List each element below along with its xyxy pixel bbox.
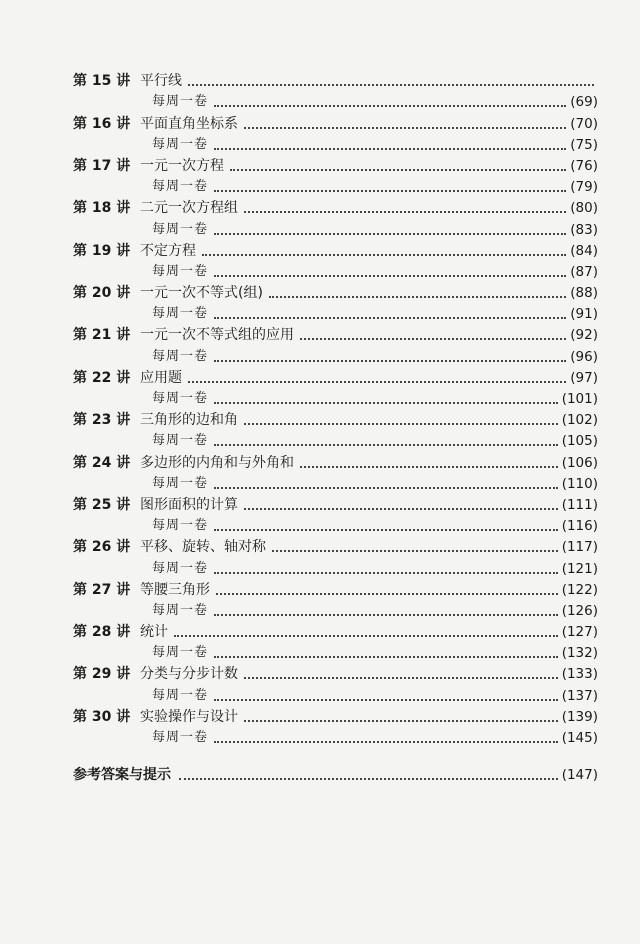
dot-leader xyxy=(214,655,558,658)
chapter-title: 统计 xyxy=(140,624,168,641)
dot-leader xyxy=(188,83,594,86)
toc-chapter-entry xyxy=(73,407,598,428)
dot-leader xyxy=(300,337,566,340)
chapter-title: 平移、旋转、轴对称 xyxy=(140,539,266,556)
toc-sub-title: 每周一卷 xyxy=(152,136,209,152)
chapter-title: 不定方程 xyxy=(140,242,196,259)
page-number: (79) xyxy=(570,179,598,196)
toc-sub-title: 每周一卷 xyxy=(152,263,209,279)
toc-sub-title: 每周一卷 xyxy=(152,391,209,406)
page-number: (97) xyxy=(570,369,598,386)
toc-sub-entry xyxy=(73,471,598,492)
chapter-number: 第 19 讲 xyxy=(73,242,131,259)
dot-leader xyxy=(174,634,558,637)
page-number: (76) xyxy=(570,157,598,174)
dot-leader xyxy=(179,777,558,780)
dot-leader xyxy=(230,168,566,171)
dot-leader xyxy=(214,528,558,531)
toc-sub-entry xyxy=(73,216,598,237)
toc-sub-entry xyxy=(73,343,598,364)
toc-sub-entry xyxy=(73,259,598,280)
toc-sub-title: 每周一卷 xyxy=(152,94,209,110)
chapter-number: 第 20 讲 xyxy=(73,285,131,302)
dot-leader xyxy=(244,507,558,510)
dot-leader xyxy=(214,571,558,574)
dot-leader xyxy=(300,465,558,468)
dot-leader xyxy=(202,253,566,256)
page-number: (147) xyxy=(561,767,598,784)
dot-leader xyxy=(269,295,566,298)
dot-leader xyxy=(214,147,566,150)
page-number: (69) xyxy=(570,94,598,111)
chapter-number: 第 28 讲 xyxy=(73,624,131,641)
toc-sub-entry xyxy=(73,640,598,661)
toc-sub-title: 每周一卷 xyxy=(152,560,209,576)
chapter-number: 第 18 讲 xyxy=(73,200,131,217)
chapter-number: 第 27 讲 xyxy=(73,581,131,598)
toc-chapter-entry xyxy=(73,153,598,174)
toc-sub-title: 每周一卷 xyxy=(152,221,209,237)
toc-sub-entry xyxy=(73,89,598,110)
dot-leader xyxy=(244,210,566,213)
dot-leader xyxy=(214,740,558,743)
toc-sub-title: 每周一卷 xyxy=(152,602,209,618)
page-number: (126) xyxy=(561,602,598,619)
chapter-number: 第 21 讲 xyxy=(73,327,131,344)
chapter-number: 第 23 讲 xyxy=(73,412,131,429)
toc-chapter-entry xyxy=(73,322,598,343)
toc-sub-title: 每周一卷 xyxy=(152,179,209,195)
dot-leader xyxy=(244,126,566,129)
dot-leader xyxy=(214,104,566,107)
page-number: (110) xyxy=(561,475,598,492)
page-number: (70) xyxy=(570,115,598,132)
toc-sub-entry xyxy=(73,725,598,746)
toc-sub-title: 每周一卷 xyxy=(152,730,209,745)
page-number: (121) xyxy=(561,560,598,577)
dot-leader xyxy=(244,719,558,722)
page-number: (80) xyxy=(570,200,598,217)
chapter-number: 第 30 讲 xyxy=(73,708,131,725)
toc-chapter-entry xyxy=(73,110,598,131)
dot-leader xyxy=(216,592,558,595)
toc-chapter-entry xyxy=(73,704,598,725)
chapter-title: 一元一次不等式组的应用 xyxy=(140,327,294,344)
page-number: (102) xyxy=(561,412,598,429)
page-number: (92) xyxy=(570,327,598,344)
page-number: (117) xyxy=(561,539,598,556)
dot-leader xyxy=(214,401,558,404)
page-number: (83) xyxy=(570,221,598,238)
dot-leader xyxy=(214,189,566,192)
toc-sub-entry xyxy=(73,132,598,153)
chapter-title: 平行线 xyxy=(140,73,182,90)
dot-leader xyxy=(272,549,558,552)
page-number: (96) xyxy=(570,348,598,365)
chapter-number: 第 16 讲 xyxy=(73,115,131,132)
answers-title: 参考答案与提示 xyxy=(73,767,171,784)
chapter-number: 第 24 讲 xyxy=(73,454,131,471)
chapter-title: 一元一次方程 xyxy=(140,157,224,174)
dot-leader xyxy=(214,274,566,277)
toc-sub-title: 每周一卷 xyxy=(152,348,209,364)
chapter-number: 第 17 讲 xyxy=(73,157,131,174)
dot-leader xyxy=(214,232,566,235)
page-number: (139) xyxy=(561,708,598,725)
toc-sub-entry xyxy=(73,598,598,619)
page-number: (132) xyxy=(561,645,598,662)
dot-leader xyxy=(214,443,558,446)
dot-leader xyxy=(214,613,558,616)
dot-leader xyxy=(188,380,566,383)
page-number: (106) xyxy=(561,454,598,471)
dot-leader xyxy=(244,676,558,679)
toc-sub-title: 每周一卷 xyxy=(152,687,209,703)
chapter-number: 第 15 讲 xyxy=(73,73,131,90)
toc-sub-title: 每周一卷 xyxy=(152,475,209,491)
toc-chapter-entry xyxy=(73,365,598,386)
toc-sub-entry xyxy=(73,301,598,322)
chapter-number: 第 25 讲 xyxy=(73,496,131,513)
page-number: (133) xyxy=(561,666,598,683)
toc-chapter-entry xyxy=(73,195,598,216)
toc-sub-entry xyxy=(73,386,598,407)
toc-sub-title: 每周一卷 xyxy=(152,433,209,449)
page-number: (116) xyxy=(561,518,598,535)
page-number: (111) xyxy=(561,496,598,513)
toc-answers-entry xyxy=(73,762,598,783)
dot-leader xyxy=(214,359,566,362)
toc-chapter-entry xyxy=(73,577,598,598)
chapter-title: 二元一次方程组 xyxy=(140,200,238,217)
table-of-contents xyxy=(73,68,598,783)
page-number: (88) xyxy=(570,285,598,302)
page-number: (87) xyxy=(570,263,598,280)
chapter-title: 实验操作与设计 xyxy=(140,708,238,725)
toc-chapter-entry xyxy=(73,238,598,259)
toc-sub-entry xyxy=(73,513,598,534)
toc-sub-entry xyxy=(73,174,598,195)
dot-leader xyxy=(244,422,558,425)
page-number: (137) xyxy=(561,687,598,704)
dot-leader xyxy=(214,698,558,701)
page-number: (91) xyxy=(570,306,598,323)
toc-chapter-entry xyxy=(73,449,598,470)
chapter-title: 三角形的边和角 xyxy=(140,412,238,429)
chapter-title: 等腰三角形 xyxy=(140,581,210,598)
toc-chapter-entry xyxy=(73,280,598,301)
chapter-number: 第 26 讲 xyxy=(73,539,131,556)
page-number: (145) xyxy=(561,730,598,746)
page-number: (101) xyxy=(561,391,598,407)
toc-chapter-entry xyxy=(73,534,598,555)
toc-sub-title: 每周一卷 xyxy=(152,306,209,322)
chapter-title: 多边形的内角和与外角和 xyxy=(140,454,294,471)
page-number: (84) xyxy=(570,242,598,259)
page-number: (105) xyxy=(561,433,598,450)
chapter-number: 第 29 讲 xyxy=(73,666,131,683)
page-number: (122) xyxy=(561,581,598,598)
page-number: (127) xyxy=(561,624,598,641)
toc-chapter-entry xyxy=(73,68,598,89)
chapter-title: 应用题 xyxy=(140,369,182,386)
chapter-title: 平面直角坐标系 xyxy=(140,115,238,132)
toc-sub-title: 每周一卷 xyxy=(152,645,209,661)
chapter-title: 一元一次不等式(组) xyxy=(140,285,263,302)
dot-leader xyxy=(214,316,566,319)
toc-sub-entry xyxy=(73,555,598,576)
chapter-title: 分类与分步计数 xyxy=(140,666,238,683)
dot-leader xyxy=(214,486,558,489)
toc-sub-entry xyxy=(73,682,598,703)
toc-chapter-entry xyxy=(73,492,598,513)
chapter-number: 第 22 讲 xyxy=(73,369,131,386)
chapter-title: 图形面积的计算 xyxy=(140,496,238,513)
toc-sub-entry xyxy=(73,428,598,449)
page-number: (75) xyxy=(570,136,598,153)
toc-chapter-entry xyxy=(73,619,598,640)
toc-sub-title: 每周一卷 xyxy=(152,518,209,534)
toc-chapter-entry xyxy=(73,661,598,682)
